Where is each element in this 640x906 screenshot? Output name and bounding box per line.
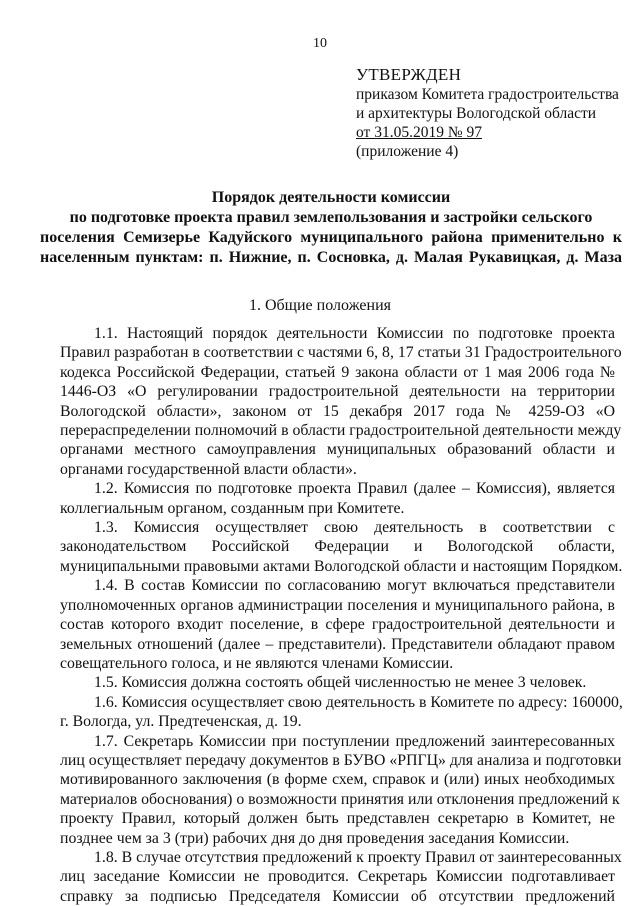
text-line: 1446-ОЗ «О регулировании градостроительной деятельности на территории [60, 383, 615, 401]
text-line: г. Вологда, ул. Предтеченская, д. 19. [60, 713, 302, 731]
text-line: 1.3. Комиссия осуществляет свою деятельность в соответствии с [94, 519, 615, 537]
text-line: органами государственной власти области». [60, 460, 357, 478]
text-line: 1.2. Комиссия по подготовке проекта Правил (далее – Комиссия), является [94, 480, 615, 498]
text-line: Вологодской области», законом от 15 декабря 2017 года № 4259-ОЗ «О [60, 402, 615, 420]
approval-heading: УТВЕРЖДЕН [356, 65, 462, 84]
text-line: лиц осуществляет передачу документов в БУВО «РПГЦ» для анализа и подготовки [60, 751, 622, 769]
text-line: 1.6. Комиссия осуществляет свою деятельность в Комитете по адресу: 160000, [94, 693, 623, 711]
section-title: 1. Общие положения [248, 297, 392, 314]
text-line: органами местного самоуправления муниципальных образований области и [60, 441, 615, 459]
page-number: 10 [313, 36, 327, 51]
approval-appendix: (приложение 4) [356, 143, 459, 160]
text-line: лиц заседание Комиссии не проводится. Секретарь Комиссии подготавливает [60, 868, 615, 886]
approval-line: и архитектуры Вологодской области [356, 105, 597, 122]
text-line: состав которого входит поселение, в сфере градостроительной деятельности и [60, 616, 615, 634]
title-line: Порядок деятельности комиссии [211, 189, 451, 206]
approval-order-ref: от 31.05.2019 № 97 [356, 124, 482, 141]
title-line: поселения Семизерье Кадуйского муниципального района применительно к [40, 229, 622, 246]
title-line: по подготовке проекта правил землепользования и застройки сельского [69, 209, 593, 226]
text-line: кодекса Российской Федерации, статьей 9 закона области от 1 мая 2006 года № [60, 363, 615, 381]
text-line: коллегиальным органом, созданным при Комитете. [60, 499, 405, 517]
text-line: справку за подписью Председателя Комиссии об отсутствии предложений [60, 887, 615, 905]
text-line: Правил разработан в соответствии с частями 6, 8, 17 статьи 31 Градостроительного [60, 344, 622, 362]
text-line: 1.4. В состав Комиссии по согласованию могут включаться представители [94, 577, 615, 595]
text-line: муниципальными правовыми актами Вологодской области и настоящим Порядком. [60, 557, 623, 575]
text-line: совещательного голоса, и не являются членами Комиссии. [60, 654, 454, 672]
text-line: 1.7. Секретарь Комиссии при поступлении предложений заинтересованных [94, 732, 615, 750]
approval-stamp [356, 64, 636, 161]
title-line: населенным пунктам: п. Нижние, п. Сосновка, д. Малая Рукавицкая, д. Маза [40, 249, 622, 266]
text-line: мотивированного заключения (в форме схем, справок и (или) иных необходимых [60, 771, 615, 789]
approval-line: приказом Комитета градостроительства [356, 86, 619, 103]
text-line: законодательством Российской Федерации и Вологодской области, [60, 538, 615, 556]
text-line: 1.1. Настоящий порядок деятельности Комиссии по подготовке проекта [94, 325, 615, 342]
body-text [60, 324, 623, 906]
text-line: перераспределении полномочий в области градостроительной деятельности между [60, 422, 622, 440]
text-line: уполномоченных органов администрации поселения и муниципального района, в [60, 596, 615, 614]
text-line: земельных отношений (далее – представители). Представители обладают правом [60, 635, 615, 653]
text-line: материалов обоснования) о возможности принятия или отклонения предложений к [60, 790, 620, 808]
text-line: позднее чем за 3 (три) рабочих дня до дня проведения заседания Комиссии. [60, 829, 570, 847]
text-line: 1.5. Комиссия должна состоять общей численностью не менее 3 человек. [94, 674, 587, 692]
text-line: 1.8. В случае отсутствия предложений к проекту Правил от заинтересованных [94, 848, 622, 866]
text-line: проекту Правил, который должен быть представлен секретарю в Комитет, не [60, 810, 615, 828]
document-title [40, 188, 622, 268]
